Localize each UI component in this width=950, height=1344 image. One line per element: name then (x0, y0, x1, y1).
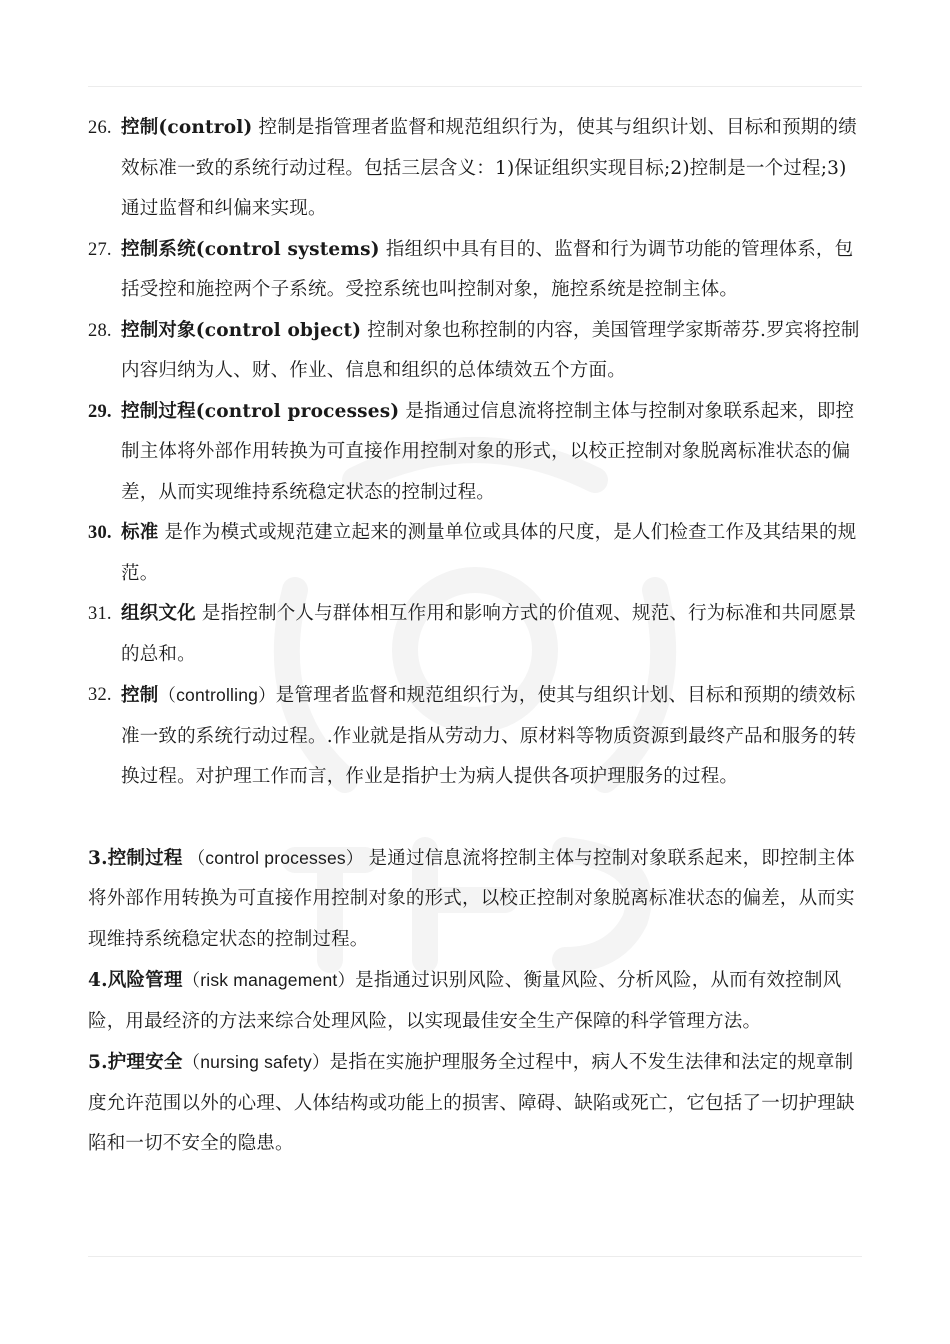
entry-term: 控制 (121, 685, 159, 706)
entry-definition: 指组织中具有目的、监督和行为调节功能的管理体系，包括受控和施控两个子系统。受控系统也叫控制对象，施控系统是控制主体。 (121, 238, 854, 300)
header-rule (88, 86, 862, 87)
entry-number: 31. (88, 604, 112, 624)
definition-entry-29 (88, 392, 864, 514)
entry-definition: 是管理者监督和规范组织行为，使其与组织计划、目标和预期的绩效标准一致的系统行动过程。.作业就是指从劳动力、原材料等物质资源到最终产品和服务的转换过程。对护理工作而言，作业是指护士为病人提供各项护理服务的过程。 (121, 685, 857, 787)
section-spacer (88, 798, 864, 838)
paragraph-english-term: （nursing safety） (182, 1052, 330, 1072)
paragraph-english-term: （risk management） (182, 970, 356, 990)
entry-definition: 控制对象也称控制的内容，美国管理学家斯蒂芬.罗宾将控制内容归纳为人、财、作业、信息和组织的总体绩效五个方面。 (121, 319, 860, 381)
definition-entry-31 (88, 594, 864, 675)
entry-definition: 控制是指管理者监督和规范组织行为，使其与组织计划、目标和预期的绩效标准一致的系统行动过程。包括三层含义：1)保证组织实现目标;2)控制是一个过程;3)通过监督和纠偏来实现。 (121, 117, 857, 219)
footer-rule (88, 1256, 862, 1257)
entry-term: 标准 (121, 522, 159, 543)
definition-paragraph-3 (88, 838, 864, 961)
entry-number: 30. (88, 523, 112, 543)
entry-number: 32. (88, 685, 112, 705)
paragraph-term: 4.风险管理 (88, 970, 183, 991)
entry-english-term: （controlling） (158, 685, 276, 705)
definition-entry-28 (88, 311, 864, 392)
definition-paragraph-4 (88, 960, 864, 1042)
entry-term: 控制系统(control systems) (121, 238, 380, 260)
document-body (88, 108, 864, 1165)
entry-definition: 是指控制个人与群体相互作用和影响方式的价值观、规范、行为标准和共同愿景的总和。 (121, 603, 857, 665)
entry-number: 29. (88, 401, 112, 422)
paragraph-definition: 是通过信息流将控制主体与控制对象联系起来，即控制主体将外部作用转换为可直接作用控制对象的形式，以校正控制对象脱离标准状态的偏差，从而实现维持系统稳定状态的控制过程。 (88, 847, 855, 950)
entry-number: 28. (88, 320, 112, 341)
entry-term: 组织文化 (121, 603, 196, 624)
entry-term: 控制(control) (121, 117, 253, 138)
definition-paragraph-5 (88, 1042, 864, 1165)
paragraph-definition: 是指在实施护理服务全过程中，病人不发生法律和法定的规章制度允许范围以外的心理、人体结构或功能上的损害、障碍、缺陷或死亡，它包括了一切护理缺陷和一切不安全的隐患。 (88, 1052, 855, 1154)
paragraph-term: 3.控制过程 (88, 847, 183, 869)
paragraph-definition: 是指通过识别风险、衡量风险、分析风险，从而有效控制风险，用最经济的方法来综合处理风险，以实现最佳安全生产保障的科学管理方法。 (88, 970, 842, 1032)
definition-entry-32 (88, 675, 864, 798)
definition-entry-30 (88, 513, 864, 594)
entry-number: 27. (88, 239, 112, 260)
entry-number: 26. (88, 118, 112, 138)
paragraph-english-term: （control processes） (182, 847, 369, 868)
paragraph-term: 5.护理安全 (88, 1052, 183, 1073)
entry-term: 控制对象(control object) (121, 319, 362, 341)
definition-entry-27 (88, 230, 864, 311)
entry-definition: 是作为模式或规范建立起来的测量单位或具体的尺度，是人们检查工作及其结果的规范。 (121, 522, 857, 584)
entry-definition: 是指通过信息流将控制主体与控制对象联系起来，即控制主体将外部作用转换为可直接作用控制对象的形式，以校正控制对象脱离标准状态的偏差，从而实现维持系统稳定状态的控制过程。 (121, 400, 855, 503)
entry-term: 控制过程(control processes) (121, 400, 400, 422)
definition-entry-26 (88, 108, 864, 230)
